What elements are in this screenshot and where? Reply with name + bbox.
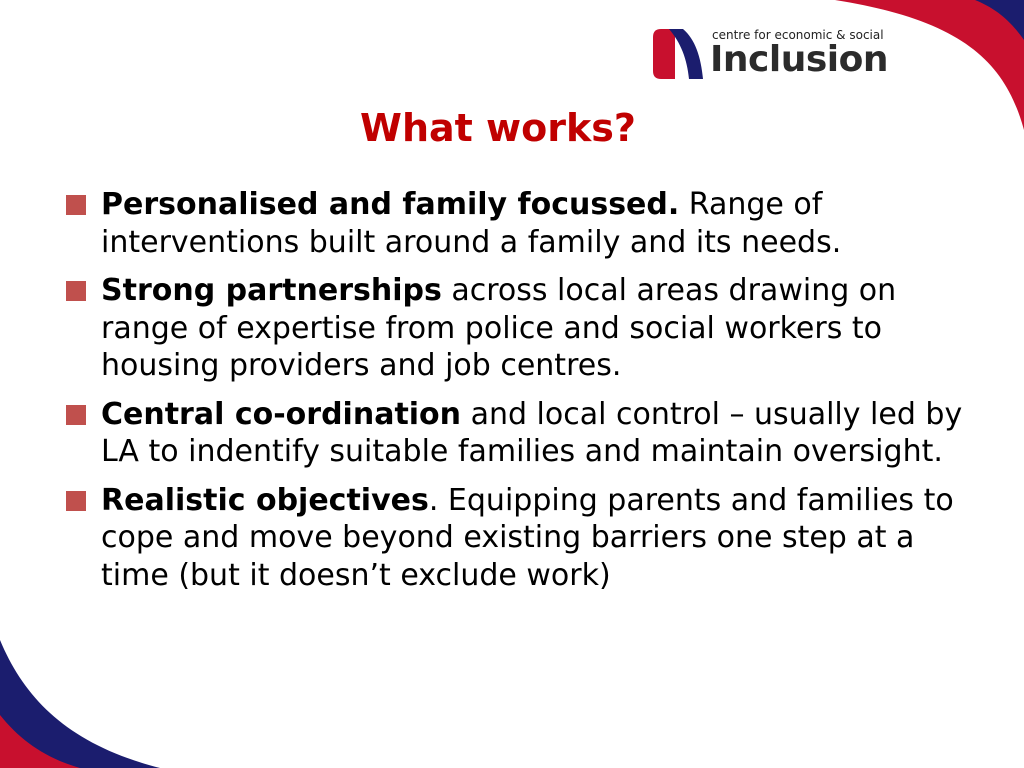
bullet-text: Range of interventions built around a family and its needs.	[101, 187, 842, 260]
bullet-item-personalised	[66, 186, 966, 261]
logo-name: Inclusion	[710, 39, 888, 80]
bullet-lead: Personalised and family focussed.	[101, 187, 680, 222]
inclusion-logo	[653, 24, 903, 84]
bullet-text: . Equipping parents and families to cope and move beyond existing barriers one step at a time (but it doesn’t exclude work)	[101, 482, 954, 593]
bullet-lead: Strong partnerships	[101, 273, 442, 308]
inclusion-logo-mark-icon	[653, 29, 703, 79]
bullet-item-objectives	[66, 482, 966, 595]
square-bullet-icon	[66, 491, 86, 511]
bullet-text: and local control – usually led by LA to indentify suitable families and maintain oversight.	[101, 396, 963, 469]
bullet-list	[66, 186, 966, 605]
bullet-lead: Central co-ordination	[101, 396, 462, 432]
square-bullet-icon	[66, 405, 86, 425]
bullet-text: across local areas drawing on range of expertise from police and social workers to housing providers and job centres.	[101, 273, 897, 383]
bullet-item-partnerships	[66, 272, 966, 385]
square-bullet-icon	[66, 281, 86, 301]
square-bullet-icon	[66, 195, 86, 215]
slide-title: What works?	[360, 106, 636, 150]
logo-tagline: centre for economic & social	[712, 28, 884, 42]
bullet-item-coordination	[66, 396, 966, 471]
bullet-lead: Realistic objectives	[101, 482, 429, 518]
